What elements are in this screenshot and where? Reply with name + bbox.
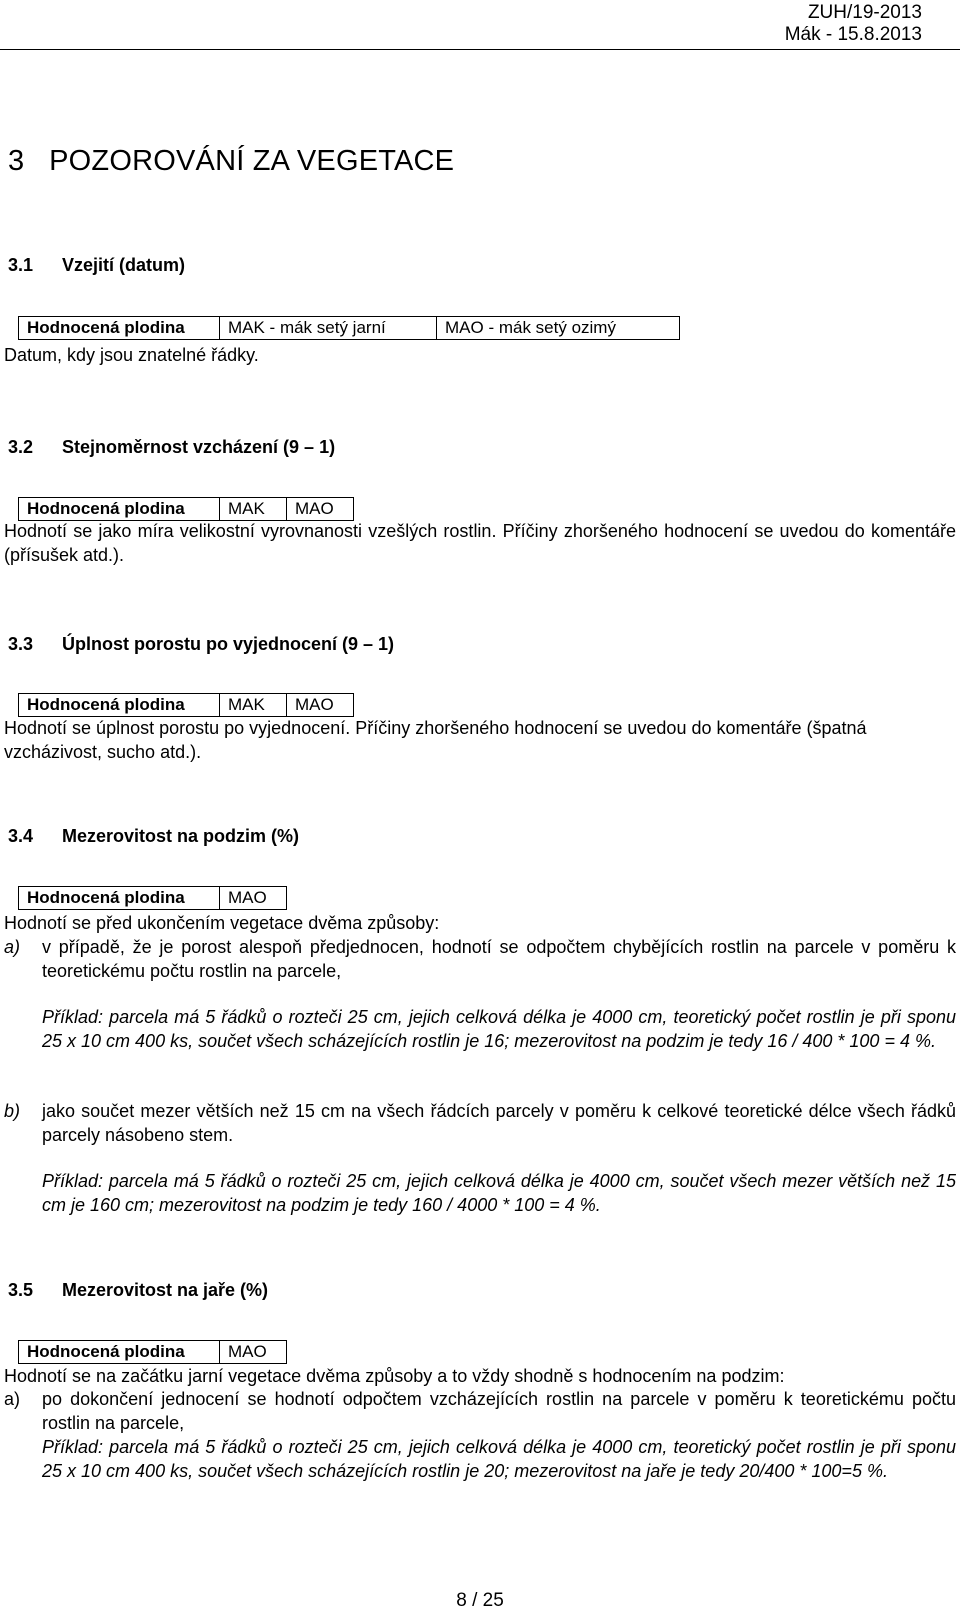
crop-table-label: Hodnocená plodina (19, 498, 220, 521)
section-heading-3-5 (8, 1280, 268, 1301)
page-number: 8 / 25 (456, 1590, 504, 1611)
chapter-title: POZOROVÁNÍ ZA VEGETACE (49, 145, 455, 177)
section-intro: Hodnotí se před ukončením vegetace dvěma způsoby: (4, 913, 440, 933)
example-text: Příklad: parcela má 5 řádků o rozteči 25 cm, jejich celková délka je 4000 cm, teoretický počet rostlin je při sponu 25 x 10 cm 400 ks, součet všech scházejících rostlin je 16; mezerovitost na podzim je tedy 16 / 400 * 100 = 4 %. (42, 1007, 956, 1051)
crop-code-cell: MAO (220, 1341, 287, 1364)
section-number: 3.3 (8, 634, 34, 654)
crop-table-3-2 (18, 497, 354, 521)
list-marker: a) (4, 937, 21, 957)
section-number: 3.2 (8, 437, 34, 457)
section-title: Vzejití (datum) (62, 255, 186, 275)
crop-table-label: Hodnocená plodina (19, 694, 220, 717)
crop-table-label: Hodnocená plodina (19, 887, 220, 910)
list-item-a (4, 935, 956, 983)
crop-code-cell: MAO (220, 887, 287, 910)
section-intro: Hodnotí se na začátku jarní vegetace dvěma způsoby a to vždy shodně s hodnocením na podzim: (4, 1366, 785, 1386)
list-item-text: po dokončení jednocení se hodnotí odpočtem vzcházejících rostlin na parcele v poměru k teoretickému počtu rostlin na parcele, (42, 1389, 956, 1433)
list-item-a (4, 1387, 956, 1435)
crop-table-3-4 (18, 886, 287, 910)
section-title: Mezerovitost na jaře (%) (62, 1280, 269, 1300)
section-title: Mezerovitost na podzim (%) (62, 826, 300, 846)
section-title: Úplnost porostu po vyjednocení (9 – 1) (62, 634, 395, 654)
section-text: Hodnotí se jako míra velikostní vyrovnanosti vzešlých rostlin. Příčiny zhoršeného hodnocení se uvedou do komentáře (přísušek atd.). (4, 521, 956, 565)
crop-code-cell: MAO (287, 498, 354, 521)
list-item-text: jako součet mezer větších než 15 cm na všech řádcích parcely v poměru k celkové teoretické délce všech řádků parcely násobeno stem. (42, 1101, 956, 1145)
list-item-b (4, 1099, 956, 1147)
chapter-heading (8, 145, 454, 178)
crop-table-label: Hodnocená plodina (19, 317, 220, 340)
crop-table-3-1 (18, 316, 680, 340)
crop-table-label: Hodnocená plodina (19, 1341, 220, 1364)
crop-table-3-5 (18, 1340, 287, 1364)
section-text: Hodnotí se úplnost porostu po vyjednocení. Příčiny zhoršeného hodnocení se uvedou do komentáře (špatná vzcházivost, sucho atd.). (4, 718, 867, 762)
crop-code-cell: MAO (287, 694, 354, 717)
header-doc-id: ZUH/19-2013 (807, 2, 922, 23)
crop-code-cell: MAK (220, 498, 287, 521)
example-text: Příklad: parcela má 5 řádků o rozteči 25 cm, jejich celková délka je 4000 cm, teoretický počet rostlin je při sponu 25 x 10 cm 400 ks, součet všech scházejících rostlin je 20; mezerovitost na jaře je tedy 20/400 * 100=5 %. (42, 1437, 956, 1481)
section-title: Stejnoměrnost vzcházení (9 – 1) (62, 437, 336, 457)
section-number: 3.5 (8, 1280, 34, 1300)
section-heading-3-1 (8, 255, 185, 276)
crop-code-cell: MAK - mák setý jarní (220, 317, 437, 340)
header-rule (0, 49, 960, 50)
list-marker: b) (4, 1101, 21, 1121)
section-number: 3.1 (8, 255, 34, 275)
header-crop-date: Mák - 15.8.2013 (784, 24, 922, 45)
section-text: Datum, kdy jsou znatelné řádky. (4, 345, 259, 365)
chapter-number: 3 (8, 145, 25, 177)
section-heading-3-2 (8, 437, 335, 458)
crop-code-cell: MAK (220, 694, 287, 717)
list-marker: a) (4, 1389, 21, 1409)
section-number: 3.4 (8, 826, 34, 846)
crop-code-cell: MAO - mák setý ozimý (437, 317, 680, 340)
list-item-text: v případě, že je porost alespoň předjednocen, hodnotí se odpočtem chybějících rostlin na parcele v poměru k teoretickému počtu rostlin na parcele, (42, 937, 956, 981)
section-heading-3-4 (8, 826, 299, 847)
example-text: Příklad: parcela má 5 řádků o rozteči 25 cm, jejich celková délka je 4000 cm, součet všech mezer větších než 15 cm je 160 cm; mezerovitost na podzim je tedy 160 / 4000 * 100 = 4 %. (42, 1171, 956, 1215)
crop-table-3-3 (18, 693, 354, 717)
section-heading-3-3 (8, 634, 394, 655)
